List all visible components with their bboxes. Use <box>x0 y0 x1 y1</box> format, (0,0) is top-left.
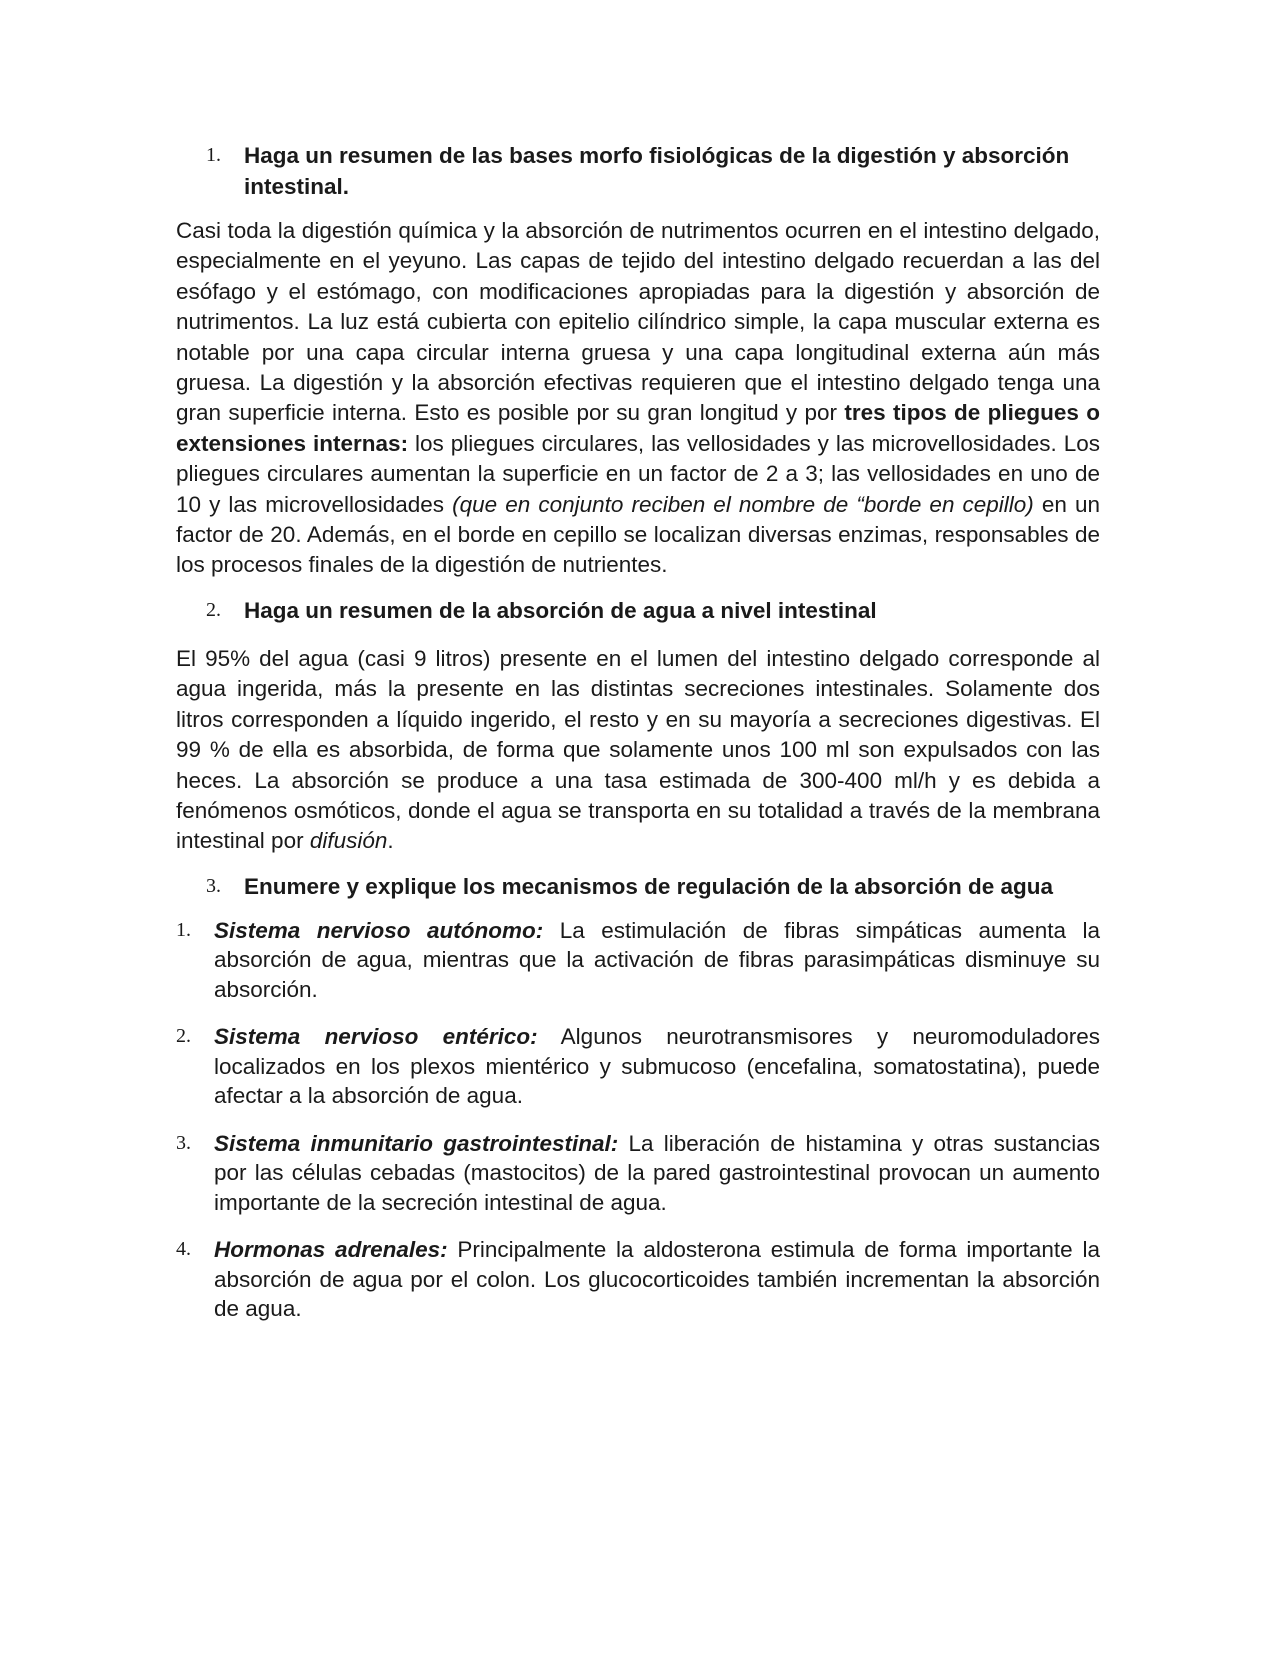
list-item-number: 4. <box>176 1238 191 1261</box>
question-2-text: Haga un resumen de la absorción de agua a nivel intestinal <box>244 597 877 623</box>
question-2 <box>176 595 1100 626</box>
list-item <box>176 1022 1100 1111</box>
question-2-number: 2. <box>206 598 221 621</box>
answer-1-text-c: en un factor de 20. Además, en el borde en cepillo se localizan diversas enzimas, responsables de los procesos finales de la digestión de nutrientes. <box>176 491 1100 578</box>
answer-2-text-a: El 95% del agua (casi 9 litros) presente en el lumen del intestino delgado corresponde al agua ingerida, más la presente en las distintas secreciones intestinales. Solamente dos litros corresponden a líquido ingerido, el resto y en su mayoría a secreciones digestivas. El 99 % de ella es absorbida, de forma que solamente unos 100 ml son expulsados con las heces. La absorción se produce a una tasa estimada de 300-400 ml/h y es debida a fenómenos osmóticos, donde el agua se transporta en su totalidad a través de la membrana intestinal por <box>176 645 1100 854</box>
answer-1-paragraph <box>176 216 1100 581</box>
question-3-text: Enumere y explique los mecanismos de regulación de la absorción de agua <box>244 873 1054 899</box>
list-item-term: Sistema nervioso autónomo: <box>214 917 544 943</box>
list-item <box>176 1129 1100 1218</box>
question-1-text: Haga un resumen de las bases morfo fisiológicas de la digestión y absorción intestinal. <box>244 143 1070 199</box>
list-item-term: Sistema nervioso entérico: <box>214 1024 538 1050</box>
answer-1-italic-phrase: (que en conjunto reciben el nombre de “borde en cepillo) <box>452 491 1034 517</box>
list-item-description: Algunos neurotransmisores y neuromoduladores localizados en los plexos mientérico y submucoso (encefalina, somatostatina), puede afectar a la absorción de agua. <box>214 1024 1100 1109</box>
list-item-number: 3. <box>176 1131 191 1154</box>
list-item-description: Principalmente la aldosterona estimula de forma importante la absorción de agua por el colon. Los glucocorticoides también incrementan la absorción de agua. <box>214 1237 1100 1322</box>
answer-2-italic-word: difusión <box>309 828 388 854</box>
answer-1-text-a: Casi toda la digestión química y la absorción de nutrimentos ocurren en el intestino delgado, especialmente en el yeyuno. Las capas de tejido del intestino delgado recuerdan a las del esófago y el estómago, con modificaciones apropiadas para la digestión y absorción de nutrimentos. La luz está cubierta con epitelio cilíndrico simple, la capa muscular externa es notable por una capa circular interna gruesa y una capa longitudinal externa aún más gruesa. La digestión y la absorción efectivas requieren que el intestino delgado tenga una gran superficie interna. Esto es posible por su gran longitud y por <box>176 218 1100 426</box>
question-1 <box>176 140 1100 202</box>
list-item-number: 2. <box>176 1025 191 1048</box>
question-3 <box>176 871 1100 902</box>
answer-2-text-b: . <box>387 828 394 854</box>
list-item-number: 1. <box>176 918 191 941</box>
list-item <box>176 1235 1100 1324</box>
question-1-number: 1. <box>206 144 221 166</box>
list-item <box>176 916 1100 1005</box>
answer-2-paragraph <box>176 644 1100 857</box>
question-3-number: 3. <box>206 874 221 897</box>
list-item-description: La liberación de histamina y otras sustancias por las células cebadas (mastocitos) de la pared gastrointestinal provocan un aumento importante de la secreción intestinal de agua. <box>214 1130 1100 1215</box>
list-item-term: Hormonas adrenales: <box>214 1237 448 1263</box>
list-item-description: La estimulación de fibras simpáticas aumenta la absorción de agua, mientras que la activación de fibras parasimpáticas disminuye su absorción. <box>214 917 1100 1002</box>
answer-1-bold-phrase: tres tipos de pliegues o extensiones internas: <box>176 400 1100 456</box>
list-item-term: Sistema inmunitario gastrointestinal: <box>214 1130 619 1156</box>
document-page <box>176 140 1100 1342</box>
answer-1-text-b: los pliegues circulares, las vellosidades y las microvellosidades. Los pliegues circulares aumentan la superficie en un factor de 2 a 3; las vellosidades en uno de 10 y las microvellosidades <box>176 430 1100 517</box>
